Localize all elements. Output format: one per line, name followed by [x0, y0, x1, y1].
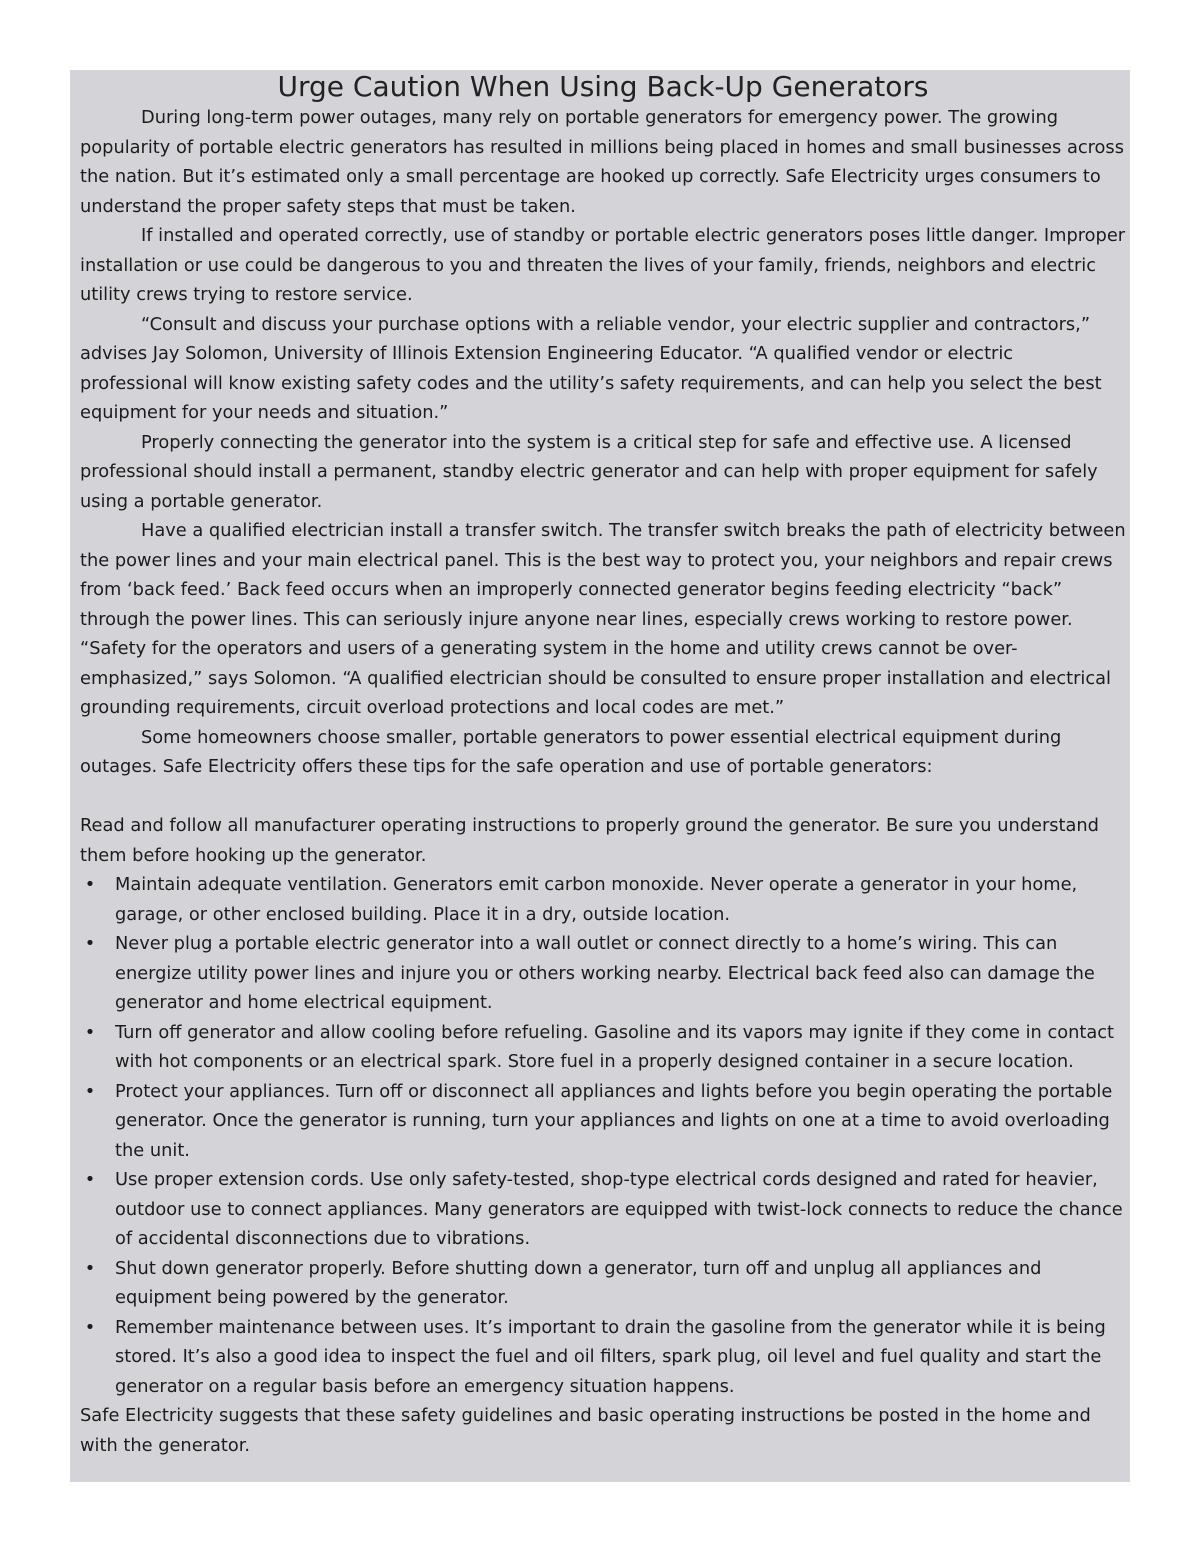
bullet-icon: •: [84, 933, 96, 954]
quote-paragraph: “Safety for the operators and users of a generating system in the home and utility crews cannot be over-emphasized,” says Solomon. “A qualified electrician should be consulted to ensure proper installation and electrical grounding requirements, circuit overload protections and local codes are met.”: [80, 638, 1111, 718]
tip-text: Maintain adequate ventilation. Generators emit carbon monoxide. Never operate a generator in your home, garage, or other enclosed building. Place it in a dry, outside location.: [115, 874, 1078, 925]
bullet-icon: •: [84, 1080, 96, 1102]
tip-item: [80, 929, 1126, 1018]
article-title: Urge Caution When Using Back-Up Generators: [277, 70, 929, 103]
article-paragraph: “Consult and discuss your purchase options with a reliable vendor, your electric supplier and contractors,” advises Jay Solomon, University of Illinois Extension Engineering Educator. “A qualified vendor or electric professional will know existing safety codes and the utility’s safety requirements, and can help you select the best equipment for your needs and situation.”: [80, 313, 1102, 423]
tip-item: [80, 1077, 1126, 1166]
tip-item: [80, 1254, 1126, 1313]
tips-intro: Some homeowners choose smaller, portable generators to power essential electrical equipment during outages. Safe Electricity offers these tips for the safe operation and use of portable generators:: [80, 726, 1062, 777]
tip-text: Turn off generator and allow cooling before refueling. Gasoline and its vapors may ignite if they come in contact with hot components or an electrical spark. Store fuel in a properly designed container in a secure location.: [115, 1021, 1114, 1072]
article-paragraph: Properly connecting the generator into the system is a critical step for safe and effective use. A licensed professional should install a permanent, standby electric generator and can help with proper equipment for safely using a portable generator.: [80, 431, 1098, 512]
article-panel: [70, 70, 1130, 1482]
tips-list: [80, 870, 1126, 1401]
tip-text: Use proper extension cords. Use only safety-tested, shop-type electrical cords designed and rated for heavier, outdoor use to connect appliances. Many generators are equipped with twist-lock connects to reduce the chance of accidental disconnections due to vibrations.: [115, 1169, 1123, 1249]
tip-item: [80, 870, 1126, 929]
tip-text: Protect your appliances. Turn off or disconnect all appliances and lights before you begin operating the portable generator. Once the generator is running, turn your appliances and lights on one at a time to avoid overloading the unit.: [115, 1080, 1113, 1161]
article-paragraph: Have a qualified electrician install a transfer switch. The transfer switch breaks the path of electricity between the power lines and your main electrical panel. This is the best way to protect you, your neighbors and repair crews from ‘back feed.’ Back feed occurs when an improperly connected generator begins feeding electricity “back” through the power lines. This can seriously injure anyone near lines, especially crews working to restore power.: [80, 520, 1126, 630]
blank-line: [80, 782, 1126, 812]
bullet-icon: •: [84, 1257, 96, 1279]
read-follow-paragraph: Read and follow all manufacturer operating instructions to properly ground the generator. Be sure you understand them before hooking up the generator.: [80, 815, 1099, 866]
closing-paragraph: Safe Electricity suggests that these safety guidelines and basic operating instructions be posted in the home and with the generator.: [80, 1405, 1091, 1456]
tip-text: Shut down generator properly. Before shutting down a generator, turn off and unplug all appliances and equipment being powered by the generator.: [115, 1257, 1042, 1308]
tip-text: Remember maintenance between uses. It’s important to drain the gasoline from the generator while it is being stored. It’s also a good idea to inspect the fuel and oil filters, spark plug, oil level and fuel quality and start the generator on a regular basis before an emergency situation happens.: [115, 1316, 1106, 1397]
tip-item: [80, 1018, 1126, 1077]
bullet-icon: •: [84, 1316, 96, 1338]
article-paragraph: If installed and operated correctly, use of standby or portable electric generators poses little danger. Improper installation or use could be dangerous to you and threaten the lives of your family, friends, neighbors and electric utility crews trying to restore service.: [80, 225, 1126, 305]
tip-text: Never plug a portable electric generator into a wall outlet or connect directly to a home’s wiring. This can energize utility power lines and injure you or others working nearby. Electrical back feed also can damage the generator and home electrical equipment.: [115, 933, 1095, 1013]
tip-item: [80, 1313, 1126, 1402]
bullet-icon: •: [84, 874, 96, 895]
bullet-icon: •: [84, 1021, 96, 1043]
bullet-icon: •: [84, 1169, 96, 1190]
tip-item: [80, 1165, 1126, 1254]
article-paragraph: During long-term power outages, many rely on portable generators for emergency power. The growing popularity of portable electric generators has resulted in millions being placed in homes and small businesses across the nation. But it’s estimated only a small percentage are hooked up correctly. Safe Electricity urges consumers to understand the proper safety steps that must be taken.: [80, 107, 1124, 217]
